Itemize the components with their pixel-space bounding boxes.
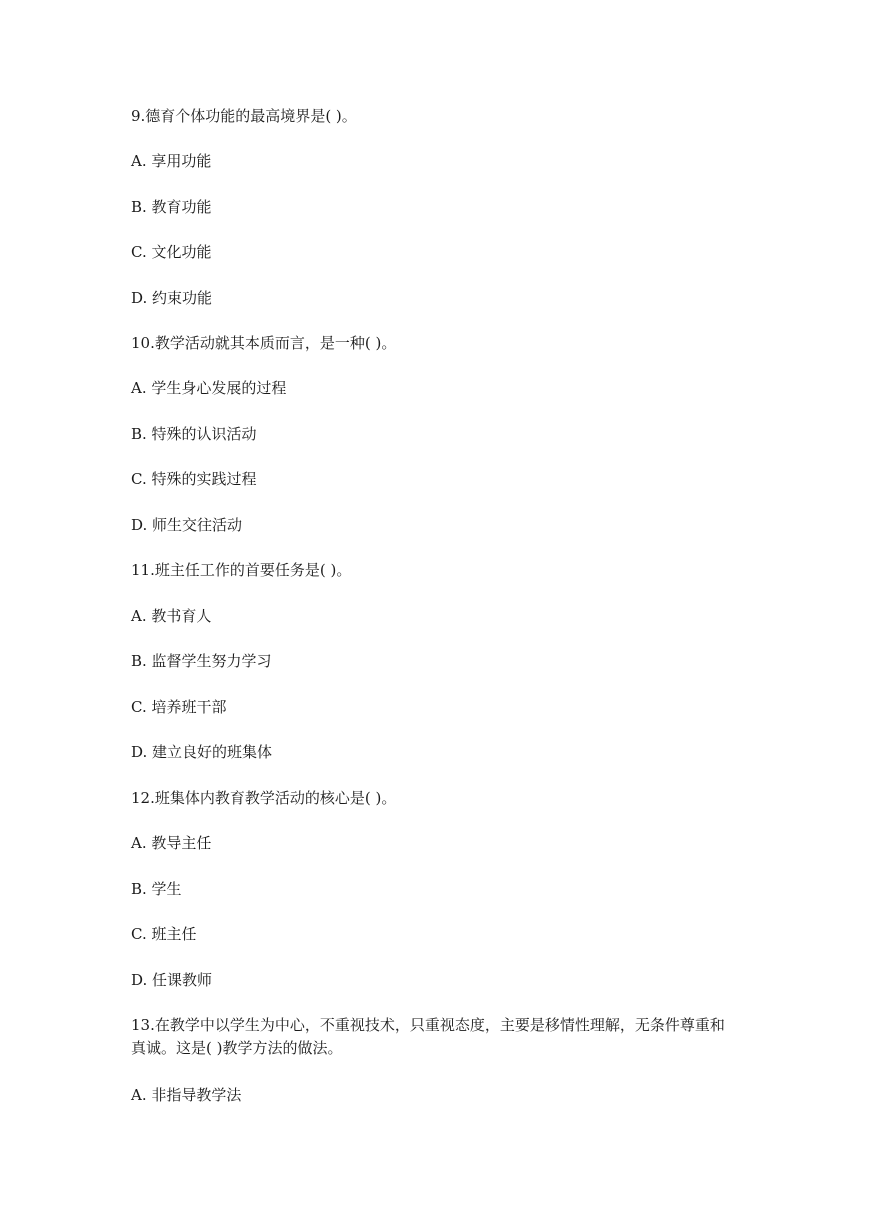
question-9-option-a: A. 享用功能 [131,152,212,170]
question-10-option-a: A. 学生身心发展的过程 [131,379,287,397]
question-11-option-a: A. 教书育人 [131,607,212,625]
question-12-option-a: A. 教导主任 [131,834,212,852]
question-11-option-b: B. 监督学生努力学习 [131,652,272,670]
question-9-option-b: B. 教育功能 [131,198,212,216]
question-10-option-c: C. 特殊的实践过程 [131,470,257,488]
question-10-stem: 10.教学活动就其本质而言，是一种( )。 [131,334,397,352]
question-12-stem: 12.班集体内教育教学活动的核心是( )。 [131,789,397,807]
question-9-option-d: D. 约束功能 [131,289,213,307]
question-10-option-b: B. 特殊的认识活动 [131,425,257,443]
question-11-option-c: C. 培养班干部 [131,698,227,716]
question-13-stem-line-1: 13.在教学中以学生为中心，不重视技术，只重视态度，主要是移情性理解，无条件尊重和 [131,1016,725,1034]
question-12-option-c: C. 班主任 [131,925,197,943]
question-13-stem-line-2: 真诚。这是( )教学方法的做法。 [131,1039,343,1057]
question-10-option-d: D. 师生交往活动 [131,516,243,534]
question-12-option-b: B. 学生 [131,880,182,898]
question-9-option-c: C. 文化功能 [131,243,212,261]
question-9-stem: 9.德育个体功能的最高境界是( )。 [131,107,357,125]
question-11-stem: 11.班主任工作的首要任务是( )。 [131,561,352,579]
question-12-option-d: D. 任课教师 [131,971,213,989]
question-13-option-a: A. 非指导教学法 [131,1086,242,1104]
question-11-option-d: D. 建立良好的班集体 [131,743,273,761]
